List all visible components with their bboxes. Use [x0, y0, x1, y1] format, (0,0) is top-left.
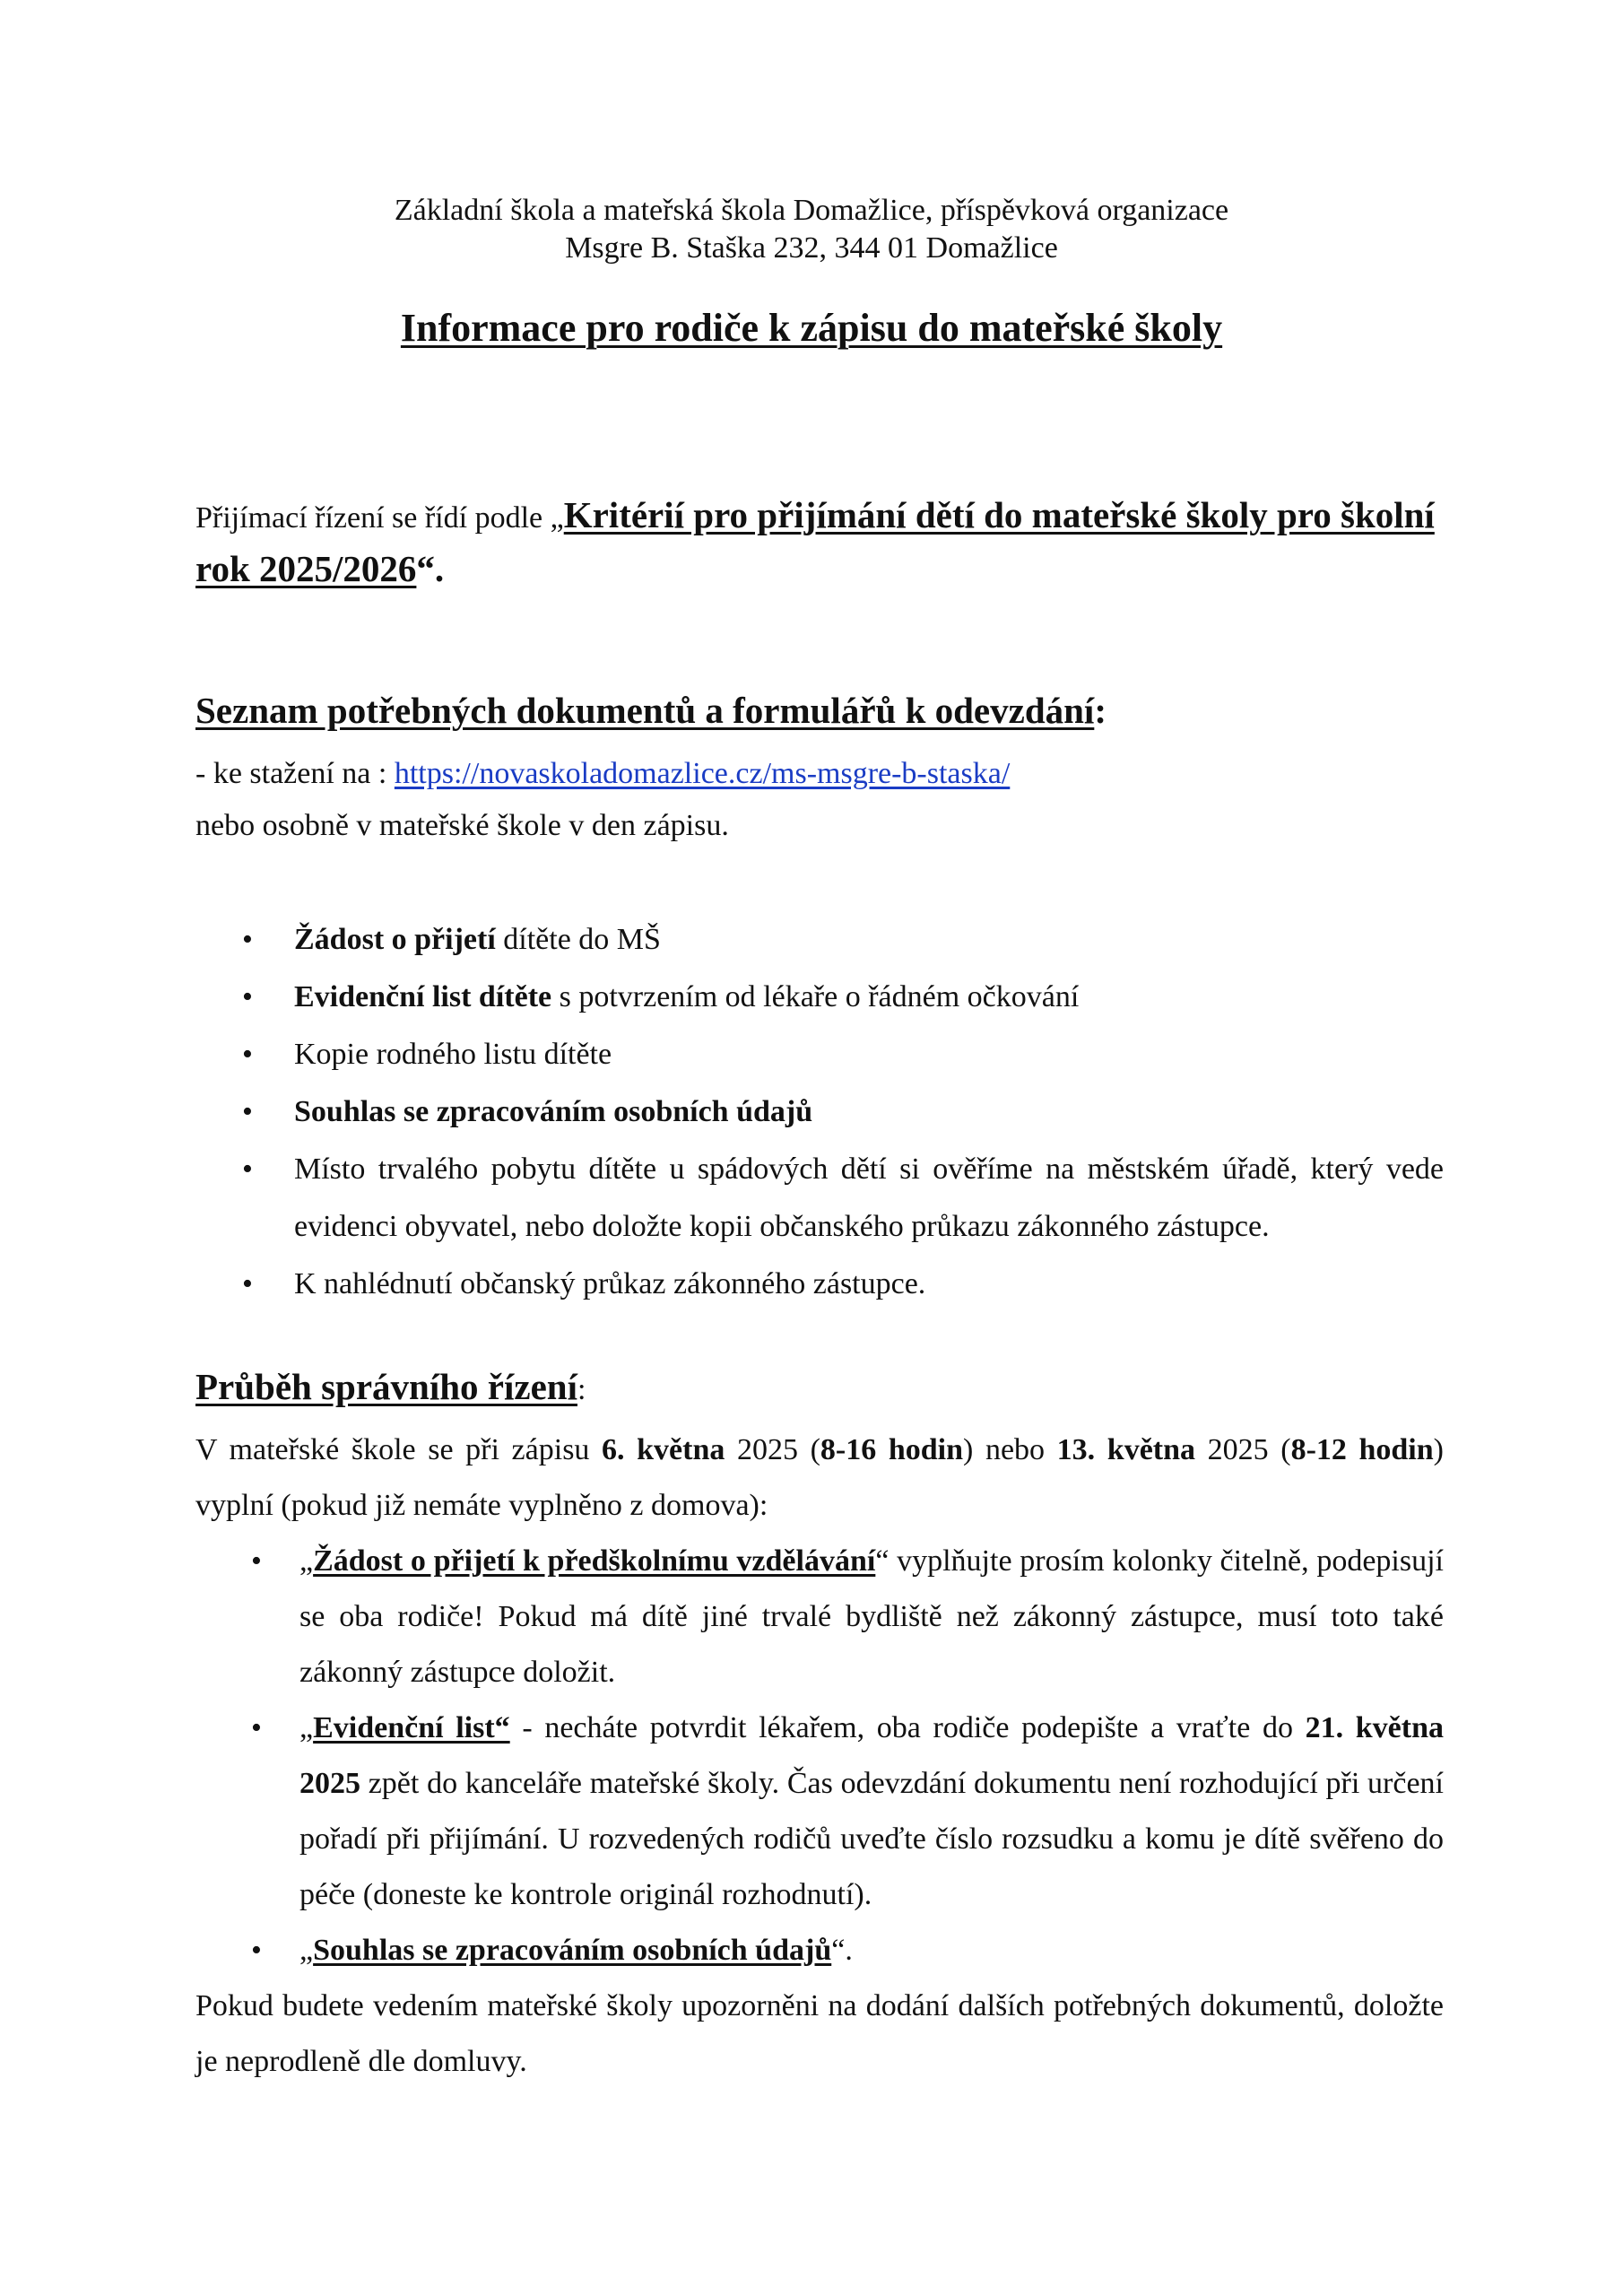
- item-text: s potvrzením od lékaře o řádném očkování: [551, 980, 1080, 1013]
- list-item: [195, 1026, 1444, 1083]
- text: ) vyplní (pokud již nemáte vyplněno z domova):: [195, 1433, 1444, 1522]
- bullet-icon: •: [242, 1267, 253, 1300]
- intro-suffix: “.: [416, 548, 445, 589]
- text: 2025 (: [725, 1433, 820, 1466]
- quote-open: „: [299, 1934, 314, 1967]
- process-steps-list: [195, 1534, 1444, 1979]
- personal-line: nebo osobně v mateřské škole v den zápisu.: [195, 809, 729, 842]
- school-name: Základní škola a mateřská škola Domažlice, příspěvková organizace: [394, 194, 1229, 227]
- date-1: 6. května: [602, 1433, 725, 1466]
- record-sheet-name: Evidenční list“: [313, 1711, 510, 1744]
- list-item: [195, 1141, 1444, 1256]
- documents-list: [195, 911, 1444, 1313]
- download-link[interactable]: https://novaskoladomazlice.cz/ms-msgre-b-staska/: [394, 757, 1011, 790]
- item-text: K nahlédnutí občanský průkaz zákonného zástupce.: [294, 1267, 926, 1300]
- list-item: [195, 1923, 1444, 1979]
- bullet-icon: •: [242, 1038, 253, 1071]
- process-section: [195, 1360, 1444, 2090]
- item-bold: Žádost o přijetí: [294, 923, 496, 956]
- item-bold: Souhlas se zpracováním osobních údajů: [294, 1095, 813, 1128]
- item-text: dítěte do MŠ: [495, 923, 661, 956]
- date-2: 13. května: [1056, 1433, 1196, 1466]
- list-item: [195, 969, 1444, 1026]
- list-item: [195, 1256, 1444, 1313]
- download-prefix: - ke stažení na :: [195, 757, 395, 790]
- school-address: Msgre B. Staška 232, 344 01 Domažlice: [565, 231, 1058, 265]
- text: 2025 (: [1195, 1433, 1291, 1466]
- quote-open: „: [299, 1711, 314, 1744]
- bullet-icon: •: [251, 1934, 262, 1967]
- bullet-icon: •: [242, 1152, 253, 1186]
- consent-form-name: Souhlas se zpracováním osobních údajů: [313, 1934, 832, 1967]
- list-item: [195, 911, 1444, 969]
- intro-paragraph: [195, 490, 1444, 597]
- intro-prefix: Přijímací řízení se řídí podle „: [195, 501, 564, 535]
- item-text: Kopie rodného listu dítěte: [294, 1038, 612, 1071]
- closing-paragraph: Pokud budete vedením mateřské školy upozorněni na dodání dalších potřebných dokumentů, doložte je neprodleně dle domluvy.: [195, 1989, 1444, 2078]
- item-text: - necháte potvrdit lékařem, oba rodiče podepište a vraťte do: [509, 1711, 1306, 1744]
- school-header: [0, 192, 1623, 267]
- item-bold: Evidenční list dítěte: [294, 980, 552, 1013]
- process-heading: Průběh správního řízení: [195, 1366, 577, 1407]
- item-text: “ vyplňujte prosím kolonky čitelně, podepisují se oba rodiče! Pokud má dítě jiné trvalé bydliště než zákonný zástupce, musí toto také zákonný zástupce doložit.: [299, 1544, 1444, 1689]
- documents-heading: Seznam potřebných dokumentů a formulářů k odevzdání: [195, 690, 1095, 731]
- hours-1: 8-16 hodin: [820, 1433, 964, 1466]
- bullet-icon: •: [242, 923, 253, 956]
- documents-heading-colon: :: [1094, 690, 1107, 731]
- list-item: [195, 1534, 1444, 1700]
- process-heading-colon: :: [577, 1373, 586, 1406]
- hours-2: 8-12 hodin: [1290, 1433, 1434, 1466]
- quote-open: „: [299, 1544, 314, 1578]
- bullet-icon: •: [251, 1544, 262, 1578]
- text: ) nebo: [963, 1433, 1057, 1466]
- page-title: Informace pro rodiče k zápisu do mateřské školy: [400, 306, 1223, 350]
- bullet-icon: •: [251, 1711, 262, 1744]
- deadline-date: 21. května 2025: [299, 1711, 1444, 1800]
- item-text: Místo trvalého pobytu dítěte u spádových dětí si ověříme na městském úřadě, který vede evidenci obyvatel, nebo doložte kopii občanského průkazu zákonného zástupce.: [294, 1152, 1444, 1243]
- bullet-icon: •: [242, 980, 253, 1013]
- criteria-title: Kritérií pro přijímání dětí do mateřské školy pro školní rok 2025/2026: [195, 494, 1435, 589]
- quote-close: “.: [831, 1934, 853, 1967]
- documents-section: [195, 682, 1444, 852]
- bullet-icon: •: [242, 1095, 253, 1128]
- download-line: [195, 748, 1444, 800]
- text: V mateřské škole se při zápisu: [195, 1433, 603, 1466]
- item-text: zpět do kanceláře mateřské školy. Čas odevzdání dokumentu není rozhodující při určení pořadí při přijímání. U rozvedených rodičů uveďte číslo rozsudku a komu je dítě svěřeno do péče (doneste ke kontrole originál rozhodnutí).: [299, 1767, 1444, 1911]
- list-item: [195, 1083, 1444, 1141]
- process-paragraph: [195, 1422, 1444, 1534]
- list-item: [195, 1700, 1444, 1923]
- application-form-name: Žádost o přijetí k předškolnímu vzdělávání: [313, 1544, 876, 1578]
